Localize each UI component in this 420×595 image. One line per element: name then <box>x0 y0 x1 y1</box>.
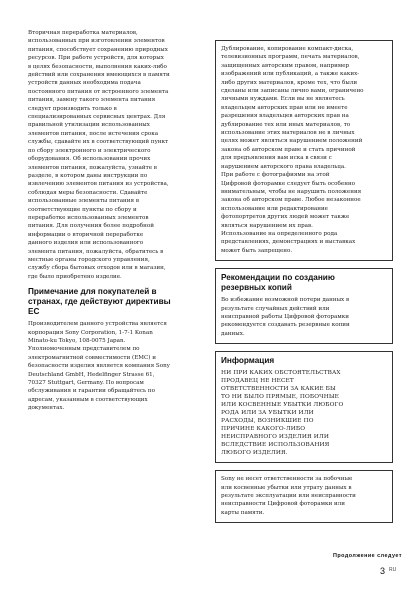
right-column <box>215 40 393 523</box>
eu-customers-heading: Примечание для покупателей в странах, где действуют директивы ЕС <box>28 287 171 317</box>
backup-heading: Рекомендации по созданию резервных копий <box>221 273 335 293</box>
continued-label: Продолжение следует <box>332 553 402 559</box>
eu-customers-paragraph: Производителем данного устройства является корпорация Sony Corporation, 1-7-1 Konan Minato-ku Tokyo, 108-0075 Japan. Уполномоченным представителем по электромагнитной совместимости (EMC) и безопасности изделия является компания Sony Deutschland GmbH, Hedelfinger Strasse 61, 70327 Stuttgart, Germany. По вопросам обслуживания и гарантии обращайтесь по адресам, указанным в соответствующих документах. <box>28 321 170 412</box>
info-box <box>215 351 393 463</box>
backup-box <box>215 268 393 344</box>
info-heading: Информация <box>221 356 275 366</box>
page-number: 3 <box>380 566 386 576</box>
left-column <box>28 29 206 413</box>
copyright-paragraph: Дублирование, копирование компакт-диска, телевизионных программ, печать материалов, защищенных авторским правом, например изображений или публикаций, а также каких- либо других материалов, кроме тех, что были сделаны или записаны лично вами, ограничено личными нуждами. Если вы не являетесь владельцем авторских прав или не имеете разрешения владельцев авторских прав на дублирование тех или иных материалов, то использование этих материалов не в личных целях может являться нарушением положений закона об авторском праве и стать причиной для предъявления вам иска в связи с нарушением авторского права владельца. При работе с фотографиями на этой Цифровой фоторамке следует быть особенно внимательным, чтобы не нарушить положения закона об авторском праве. Любое незаконное использование или редактирование фотопортретов других людей может также являться нарушением их прав. Использование на определенного рода представлениях, демонстрациях и выставках может быть запрещено. <box>221 46 364 254</box>
sony-liability-box <box>215 470 393 523</box>
sony-liability-paragraph: Sony не несет ответственности за побочные или косвенные убытки или утрату данных в результате эксплуатации или неисправности неисправности Цифровой фоторамки или карты памяти. <box>221 476 356 516</box>
backup-paragraph: Во избежание возможной потери данных в результате случайных действий или неисправной работы Цифровой фоторамки рекомендуется создавать резервные копии данных. <box>221 297 350 337</box>
info-paragraph: НИ ПРИ КАКИХ ОБСТОЯТЕЛЬСТВАХ ПРОДАВЕЦ НЕ НЕСЕТ ОТВЕТСТВЕННОСТИ ЗА КАКИЕ БЫ ТО НИ БЫЛО ПРЯМЫЕ, ПОБОЧНЫЕ ИЛИ КОСВЕННЫЕ УБЫТКИ ЛЮБОГО РОДА ИЛИ ЗА УБЫТКИ ИЛИ РАСХОДЫ, ВОЗНИКШИЕ ПО ПРИЧИНЕ КАКОГО-ЛИБО НЕИСПРАВНОГО ИЗДЕЛИЯ ИЛИ ВСЛЕДСТВИЕ ИСПОЛЬЗОВАНИЯ ЛЮБОГО ИЗДЕЛИЯ. <box>221 370 344 457</box>
language-code: RU <box>389 567 397 573</box>
copyright-box <box>215 40 393 261</box>
recycling-paragraph: Вторичная переработка материалов, использованных при изготовлении элементов питания, способствует сохранению природных ресурсов. При работе устройств, для которых в целях безопасности, выполнения каких-либо действий или сохранения имеющихся в памяти устройств данных необходима подача постоянного питания от встроенного элемента питания, замену такого элемента питания следует производить только в специализированных сервисных центрах. Для правильной утилизации использованных элементов питания, после истечения срока службы, сдавайте их в соответствующий пункт по сбору электронного и электрического оборудования. Об использовании прочих элементов питания, пожалуйста, узнайте в разделе, в котором даны инструкции по извлечению элементов питания из устройства, соблюдая меры безопасности. Сдавайте использованные элементы питания в соответствующие пункты по сбору и переработке использованных элементов питания. Для получения более подробной информации о вторичной переработке данного изделия или использованного элемента питания, пожалуйста, обратитесь в местные органы городского управления, службу сбора бытовых отходов или в магазин, где было приобретено изделие. <box>28 30 170 280</box>
